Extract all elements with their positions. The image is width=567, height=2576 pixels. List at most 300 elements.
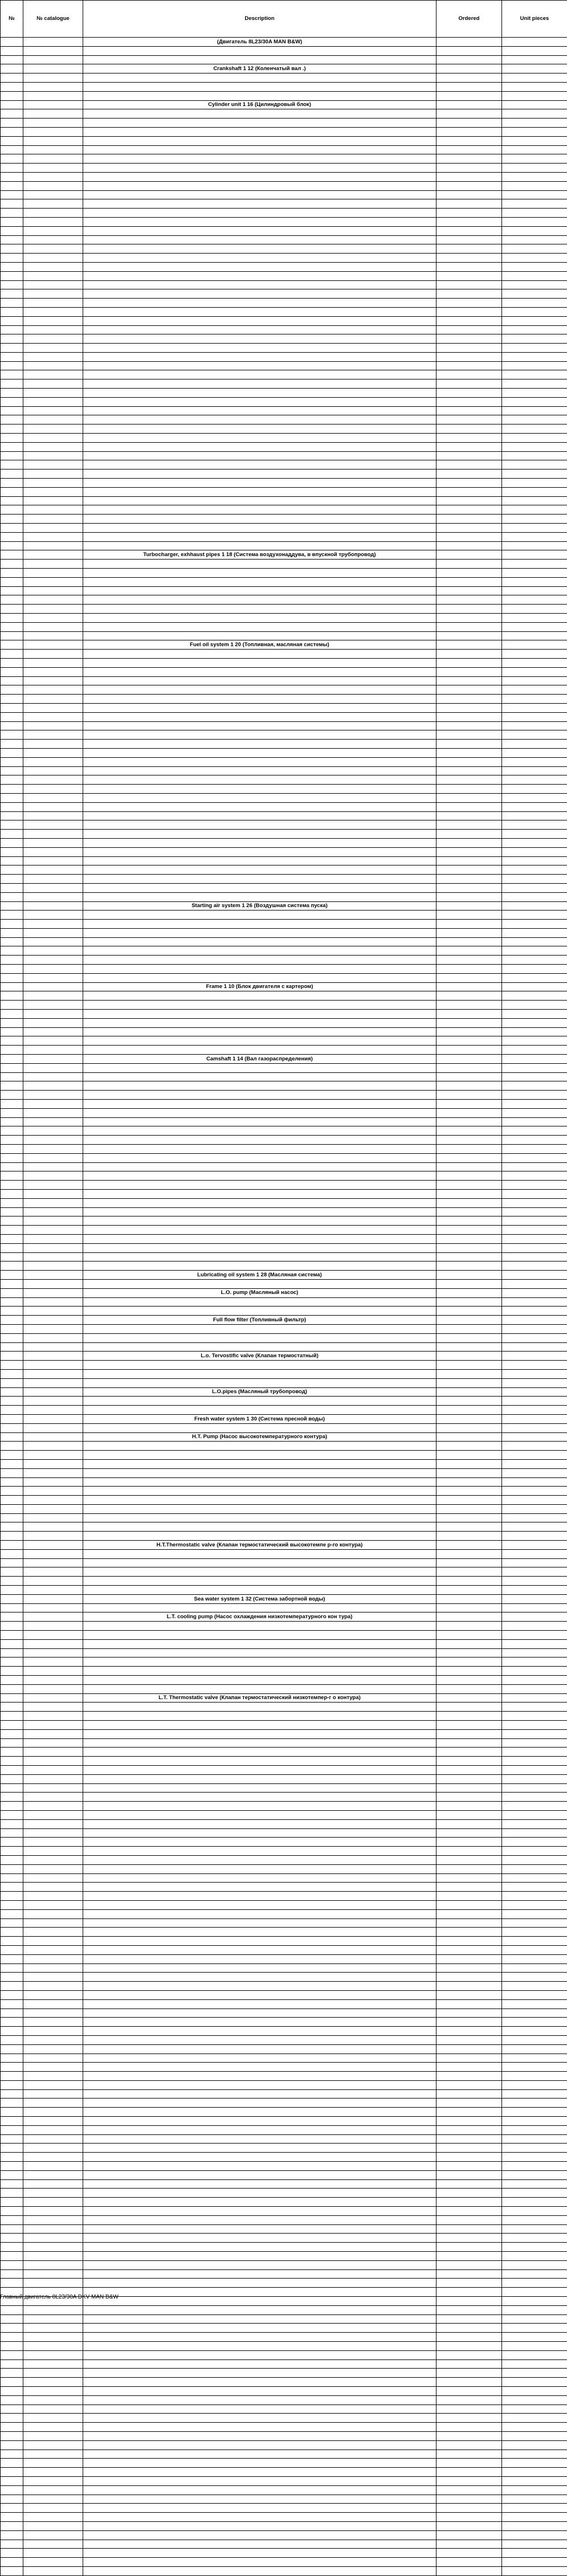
ordered-qty: [437, 748, 502, 757]
catalogue-number: [23, 1864, 83, 1873]
unit: [502, 937, 567, 946]
col-catalogue-header: № catalogue: [23, 1, 83, 38]
description: [83, 667, 437, 676]
description: [83, 595, 437, 605]
row-number: [1, 2027, 23, 2036]
ordered-qty: [437, 262, 502, 271]
table-row: [1, 145, 567, 154]
ordered-qty: [437, 217, 502, 226]
unit: [502, 532, 567, 541]
description: [83, 1810, 437, 1819]
row-number: [1, 1307, 23, 1316]
unit: [502, 973, 567, 982]
unit: [502, 2207, 567, 2216]
description: [83, 1504, 437, 1513]
unit: [502, 74, 567, 83]
row-number: [1, 2189, 23, 2198]
ordered-qty: [437, 1063, 502, 1072]
table-row: [1, 2179, 567, 2189]
catalogue-number: [23, 1468, 83, 1477]
row-number: [1, 487, 23, 496]
unit: [502, 379, 567, 389]
catalogue-number: [23, 2305, 83, 2314]
unit: [502, 1928, 567, 1937]
table-row: [1, 2459, 567, 2468]
ordered-qty: [437, 695, 502, 704]
row-number: [1, 838, 23, 847]
catalogue-number: [23, 1892, 83, 1901]
description: [83, 1703, 437, 1712]
table-row: [1, 586, 567, 595]
section-title: L.o. Tervostific valve (Клапан термостатный): [83, 1352, 437, 1361]
ordered-qty: [437, 1703, 502, 1712]
ordered-qty: [437, 595, 502, 605]
table-row: [1, 1738, 567, 1748]
table-row: [1, 2224, 567, 2234]
description: [83, 1226, 437, 1235]
unit: [502, 1937, 567, 1946]
unit: [502, 1279, 567, 1288]
ordered-qty: [437, 2260, 502, 2269]
section-title: Fuel oil system 1 20 (Топливная, масляная системы): [83, 640, 437, 650]
description: [83, 2063, 437, 2072]
ordered-qty: [437, 676, 502, 685]
unit: [502, 389, 567, 398]
description: [83, 1397, 437, 1406]
ordered-qty: [437, 1207, 502, 1216]
row-number: [1, 515, 23, 524]
table-row: [1, 560, 567, 569]
catalogue-number: [23, 2207, 83, 2216]
description: [83, 1982, 437, 1991]
row-number: [1, 226, 23, 235]
unit: [502, 280, 567, 289]
unit: [502, 1234, 567, 1243]
unit: [502, 2080, 567, 2089]
ordered-qty: [437, 1631, 502, 1640]
description: [83, 370, 437, 379]
row-number: [1, 766, 23, 775]
table-row: [1, 541, 567, 550]
catalogue-number: [23, 46, 83, 55]
description: [83, 254, 437, 263]
ordered-qty: [437, 1900, 502, 1909]
table-row: [1, 119, 567, 128]
row-number: [1, 1738, 23, 1748]
row-number: [1, 397, 23, 406]
description: [83, 1586, 437, 1595]
table-row: [1, 2485, 567, 2495]
ordered-qty: [437, 1766, 502, 1775]
description: [83, 1648, 437, 1658]
description: [83, 109, 437, 119]
unit: [502, 892, 567, 901]
table-row: [1, 730, 567, 740]
catalogue-number: [23, 1999, 83, 2008]
description: [83, 1945, 437, 1954]
catalogue-number: [23, 793, 83, 802]
ordered-qty: [437, 1333, 502, 1342]
ordered-qty: [437, 622, 502, 631]
unit: [502, 946, 567, 956]
description: [83, 2207, 437, 2216]
unit: [502, 2558, 567, 2567]
ordered-qty: [437, 712, 502, 721]
ordered-qty: [437, 2423, 502, 2432]
table-row: [1, 1918, 567, 1928]
section-blank: [437, 982, 502, 991]
row-number: [1, 442, 23, 451]
ordered-qty: [437, 1369, 502, 1378]
unit: [502, 2108, 567, 2117]
ordered-qty: [437, 2153, 502, 2162]
ordered-qty: [437, 1648, 502, 1658]
description: [83, 235, 437, 244]
description: [83, 2189, 437, 2198]
ordered-qty: [437, 937, 502, 946]
unit: [502, 136, 567, 145]
row-number: [1, 82, 23, 91]
catalogue-number: [23, 1712, 83, 1721]
catalogue-number: [23, 676, 83, 685]
table-row: [1, 1847, 567, 1856]
section-blank: [437, 640, 502, 650]
row-number: [1, 2440, 23, 2450]
ordered-qty: [437, 2468, 502, 2477]
catalogue-number: [23, 532, 83, 541]
footer-caption: Главный двигатель 8L23/30A DKV MAN B&W: [0, 2294, 119, 2300]
unit: [502, 875, 567, 884]
catalogue-number: [23, 1577, 83, 1586]
table-row: [1, 1748, 567, 1757]
table-row: [1, 1667, 567, 1676]
ordered-qty: [437, 740, 502, 749]
table-row: [1, 1873, 567, 1883]
ordered-qty: [437, 847, 502, 856]
catalogue-number: [23, 1900, 83, 1909]
row-number: [1, 1072, 23, 1081]
unit: [502, 1126, 567, 1136]
table-row: [1, 1108, 567, 1117]
ordered-qty: [437, 1622, 502, 1631]
row-number: [1, 55, 23, 64]
catalogue-number: [23, 820, 83, 830]
ordered-qty: [437, 1873, 502, 1883]
unit: [502, 2369, 567, 2378]
table-row: [1, 1532, 567, 1541]
row-number: [1, 820, 23, 830]
unit: [502, 2035, 567, 2044]
section-title: Sea water system 1 32 (Система забортной воды): [83, 1594, 437, 1603]
unit: [502, 965, 567, 974]
section-blank: [1, 64, 23, 74]
description: [83, 2324, 437, 2333]
description: [83, 1126, 437, 1136]
ordered-qty: [437, 2117, 502, 2126]
unit: [502, 1297, 567, 1307]
description: [83, 1631, 437, 1640]
section-blank: [23, 1541, 83, 1550]
section-blank: [1, 1414, 23, 1423]
row-number: [1, 1171, 23, 1181]
table-row: [1, 991, 567, 1001]
table-row: [1, 820, 567, 830]
section-blank: [437, 1414, 502, 1423]
table-row: [1, 2378, 567, 2387]
section-blank: [23, 38, 83, 47]
description: [83, 793, 437, 802]
row-number: [1, 703, 23, 712]
unit: [502, 1001, 567, 1010]
ordered-qty: [437, 1459, 502, 1468]
unit: [502, 470, 567, 479]
description: [83, 1684, 437, 1693]
row-number: [1, 1532, 23, 1541]
description: [83, 136, 437, 145]
row-number: [1, 190, 23, 199]
description: [83, 1046, 437, 1055]
section-blank: [502, 1316, 567, 1325]
unit: [502, 2189, 567, 2198]
description: [83, 397, 437, 406]
ordered-qty: [437, 2198, 502, 2207]
unit: [502, 1307, 567, 1316]
ordered-qty: [437, 1937, 502, 1946]
unit: [502, 235, 567, 244]
row-number: [1, 2089, 23, 2099]
table-row: [1, 2027, 567, 2036]
table-row: [1, 1945, 567, 1954]
section-blank: [1, 1594, 23, 1603]
ordered-qty: [437, 289, 502, 299]
description: [83, 1828, 437, 1838]
description: [83, 1721, 437, 1730]
unit: [502, 740, 567, 749]
row-number: [1, 254, 23, 263]
row-number: [1, 2431, 23, 2440]
description: [83, 1459, 437, 1468]
description: [83, 487, 437, 496]
description: [83, 1262, 437, 1271]
description: [83, 757, 437, 766]
unit: [502, 1810, 567, 1819]
catalogue-number: [23, 442, 83, 451]
section-blank: [1, 640, 23, 650]
catalogue-number: [23, 775, 83, 785]
section-blank: [502, 640, 567, 650]
description: [83, 2378, 437, 2387]
unit: [502, 524, 567, 533]
table-row: [1, 1783, 567, 1793]
description: [83, 2089, 437, 2099]
unit: [502, 1243, 567, 1252]
catalogue-number: [23, 1307, 83, 1316]
row-number: [1, 299, 23, 308]
row-number: [1, 2468, 23, 2477]
row-number: [1, 1100, 23, 1109]
description: [83, 479, 437, 488]
description: [83, 2549, 437, 2558]
description: [83, 1864, 437, 1873]
section-title: (Двигатель 8L23/30A MAN B&W): [83, 38, 437, 47]
description: [83, 280, 437, 289]
catalogue-number: [23, 1181, 83, 1190]
row-number: [1, 505, 23, 515]
unit: [502, 46, 567, 55]
ordered-qty: [437, 1990, 502, 1999]
ordered-qty: [437, 1162, 502, 1171]
row-number: [1, 1766, 23, 1775]
ordered-qty: [437, 793, 502, 802]
table-row: [1, 1145, 567, 1154]
row-number: [1, 2423, 23, 2432]
table-row: [1, 1226, 567, 1235]
catalogue-number: [23, 2080, 83, 2089]
row-number: [1, 2054, 23, 2063]
description: [83, 1954, 437, 1963]
description: [83, 1667, 437, 1676]
table-row: [1, 1162, 567, 1171]
table-row: [1, 569, 567, 578]
description: [83, 1190, 437, 1199]
catalogue-number: [23, 1513, 83, 1522]
unit: [502, 856, 567, 866]
catalogue-number: [23, 2027, 83, 2036]
ordered-qty: [437, 2162, 502, 2171]
catalogue-number: [23, 1504, 83, 1513]
table-row: [1, 1243, 567, 1252]
section-blank: [502, 550, 567, 560]
unit: [502, 1342, 567, 1352]
ordered-qty: [437, 2044, 502, 2054]
unit: [502, 271, 567, 280]
row-number: [1, 2162, 23, 2171]
description: [83, 1216, 437, 1226]
unit: [502, 2297, 567, 2306]
description: [83, 875, 437, 884]
table-row: [1, 226, 567, 235]
table-row: [1, 1279, 567, 1288]
catalogue-number: [23, 2153, 83, 2162]
description: [83, 676, 437, 685]
ordered-qty: [437, 1423, 502, 1432]
unit: [502, 344, 567, 353]
catalogue-number: [23, 866, 83, 875]
table-row: [1, 1937, 567, 1946]
row-number: [1, 1487, 23, 1496]
catalogue-number: [23, 973, 83, 982]
unit: [502, 2305, 567, 2314]
unit: [502, 254, 567, 263]
row-number: [1, 2035, 23, 2044]
ordered-qty: [437, 2072, 502, 2081]
table-row: [1, 361, 567, 370]
row-number: [1, 1091, 23, 1100]
row-number: [1, 271, 23, 280]
table-row: [1, 1522, 567, 1532]
table-row: [1, 406, 567, 415]
row-number: [1, 1567, 23, 1577]
catalogue-number: [23, 1954, 83, 1963]
catalogue-number: [23, 605, 83, 614]
row-number: [1, 1153, 23, 1162]
table-row: [1, 1451, 567, 1460]
row-number: [1, 424, 23, 434]
table-row: [1, 920, 567, 929]
section-title: Fresh water system 1 30 (Система пресной воды): [83, 1414, 437, 1423]
table-row: [1, 856, 567, 866]
ordered-qty: [437, 2215, 502, 2224]
ordered-qty: [437, 1567, 502, 1577]
table-row: [1, 1297, 567, 1307]
ordered-qty: [437, 2521, 502, 2530]
description: [83, 658, 437, 667]
unit: [502, 1171, 567, 1181]
row-number: [1, 2414, 23, 2423]
table-row: [1, 875, 567, 884]
row-number: [1, 1793, 23, 1802]
row-number: [1, 676, 23, 685]
table-row: [1, 370, 567, 379]
table-row: [1, 334, 567, 344]
row-number: [1, 334, 23, 344]
section-title: Lubricating oil system 1 28 (Масляная система): [83, 1271, 437, 1280]
unit: [502, 2072, 567, 2081]
unit: [502, 1918, 567, 1928]
section-blank: [23, 1387, 83, 1397]
row-number: [1, 541, 23, 550]
section-row: [1, 1612, 567, 1622]
row-number: [1, 1999, 23, 2008]
row-number: [1, 1496, 23, 1505]
catalogue-number: [23, 667, 83, 676]
unit: [502, 785, 567, 794]
ordered-qty: [437, 920, 502, 929]
catalogue-number: [23, 164, 83, 173]
description: [83, 1198, 437, 1207]
ordered-qty: [437, 2018, 502, 2027]
table-row: [1, 164, 567, 173]
catalogue-number: [23, 883, 83, 892]
unit: [502, 434, 567, 443]
table-row: [1, 74, 567, 83]
row-number: [1, 2099, 23, 2108]
table-row: [1, 766, 567, 775]
row-number: [1, 1639, 23, 1648]
row-number: [1, 217, 23, 226]
unit: [502, 928, 567, 937]
ordered-qty: [437, 1243, 502, 1252]
row-number: [1, 119, 23, 128]
ordered-qty: [437, 145, 502, 154]
unit: [502, 2386, 567, 2395]
description: [83, 119, 437, 128]
description: [83, 1117, 437, 1126]
ordered-qty: [437, 136, 502, 145]
ordered-qty: [437, 1676, 502, 1685]
section-blank: [23, 1693, 83, 1703]
table-row: [1, 1126, 567, 1136]
ordered-qty: [437, 74, 502, 83]
description: [83, 470, 437, 479]
ordered-qty: [437, 2224, 502, 2234]
unit: [502, 650, 567, 659]
row-number: [1, 1036, 23, 1046]
unit: [502, 2215, 567, 2224]
table-row: [1, 1252, 567, 1262]
row-number: [1, 2008, 23, 2018]
catalogue-number: [23, 2018, 83, 2027]
